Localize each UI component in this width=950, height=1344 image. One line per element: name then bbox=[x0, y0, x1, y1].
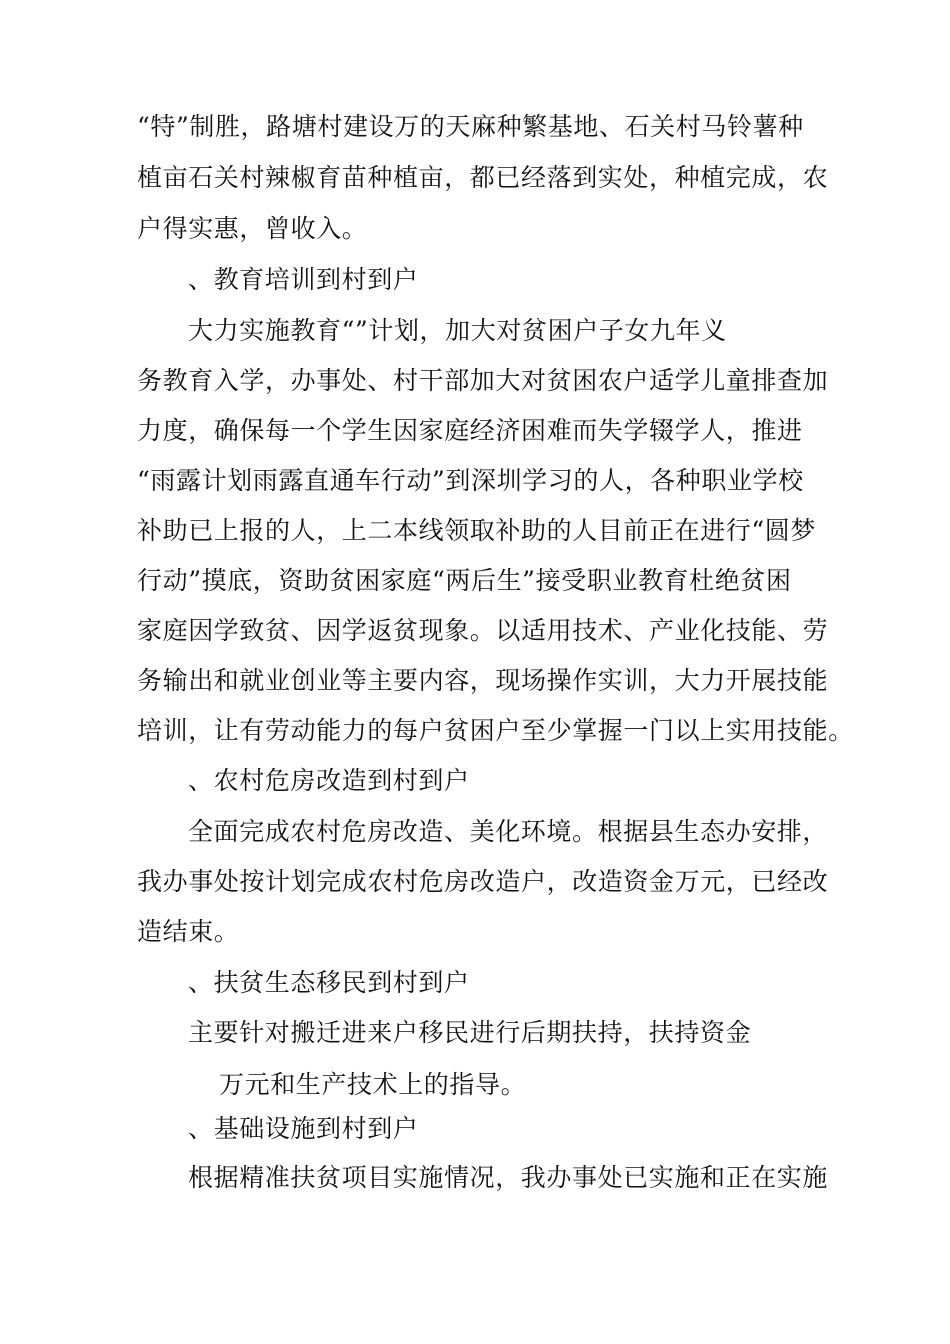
body-text-line: “特”制胜，路塘村建设万的天麻种繁基地、石关村马铃薯种 bbox=[137, 112, 804, 141]
paragraph-first-line: 主要针对搬迁进来户移民进行后期扶持，扶持资金 bbox=[188, 1018, 752, 1047]
section-heading: 、农村危房改造到村到户 bbox=[188, 766, 470, 795]
paragraph-first-line: 大力实施教育“”计划，加大对贫困户子女九年义 bbox=[188, 316, 727, 345]
body-text-line: 力度，确保每一个学生因家庭经济困难而失学辍学人，推进 bbox=[137, 416, 803, 445]
body-text-line: 户得实惠，曾收入。 bbox=[137, 214, 368, 243]
body-text-line: 培训，让有劳动能力的每户贫困户至少掌握一门以上实用技能。 bbox=[137, 716, 854, 745]
body-text-line: 植亩石关村辣椒育苗种植亩，都已经落到实处，种植完成，农 bbox=[137, 163, 829, 192]
section-heading: 、扶贫生态移民到村到户 bbox=[188, 968, 470, 997]
section-heading: 、教育培训到村到户 bbox=[188, 265, 419, 294]
body-text-line: 造结束。 bbox=[137, 917, 240, 946]
body-text-line: 万元和生产技术上的指导。 bbox=[219, 1070, 527, 1099]
body-text-line: 行动”摸底，资助贫困家庭“两后生”接受职业教育杜绝贫困 bbox=[137, 566, 792, 595]
section-heading: 、基础设施到村到户 bbox=[188, 1114, 419, 1143]
body-text-line: “雨露计划雨露直通车行动”到深圳学习的人，各种职业学校 bbox=[137, 466, 804, 495]
body-text-line: 补助已上报的人，上二本线领取补助的人目前正在进行“圆梦 bbox=[137, 516, 816, 545]
paragraph-first-line: 根据精准扶贫项目实施情况，我办事处已实施和正在实施 bbox=[188, 1163, 829, 1192]
paragraph-first-line: 全面完成农村危房改造、美化环境。根据县生态办安排， bbox=[188, 817, 829, 846]
body-text-line: 务教育入学，办事处、村干部加大对贫困农户适学儿童排查加 bbox=[137, 366, 829, 395]
body-text-line: 家庭因学致贫、因学返贫现象。以适用技术、产业化技能、劳 bbox=[137, 616, 829, 645]
body-text-line: 我办事处按计划完成农村危房改造户，改造资金万元，已经改 bbox=[137, 867, 829, 896]
body-text-line: 务输出和就业创业等主要内容，现场操作实训，大力开展技能 bbox=[137, 666, 829, 695]
